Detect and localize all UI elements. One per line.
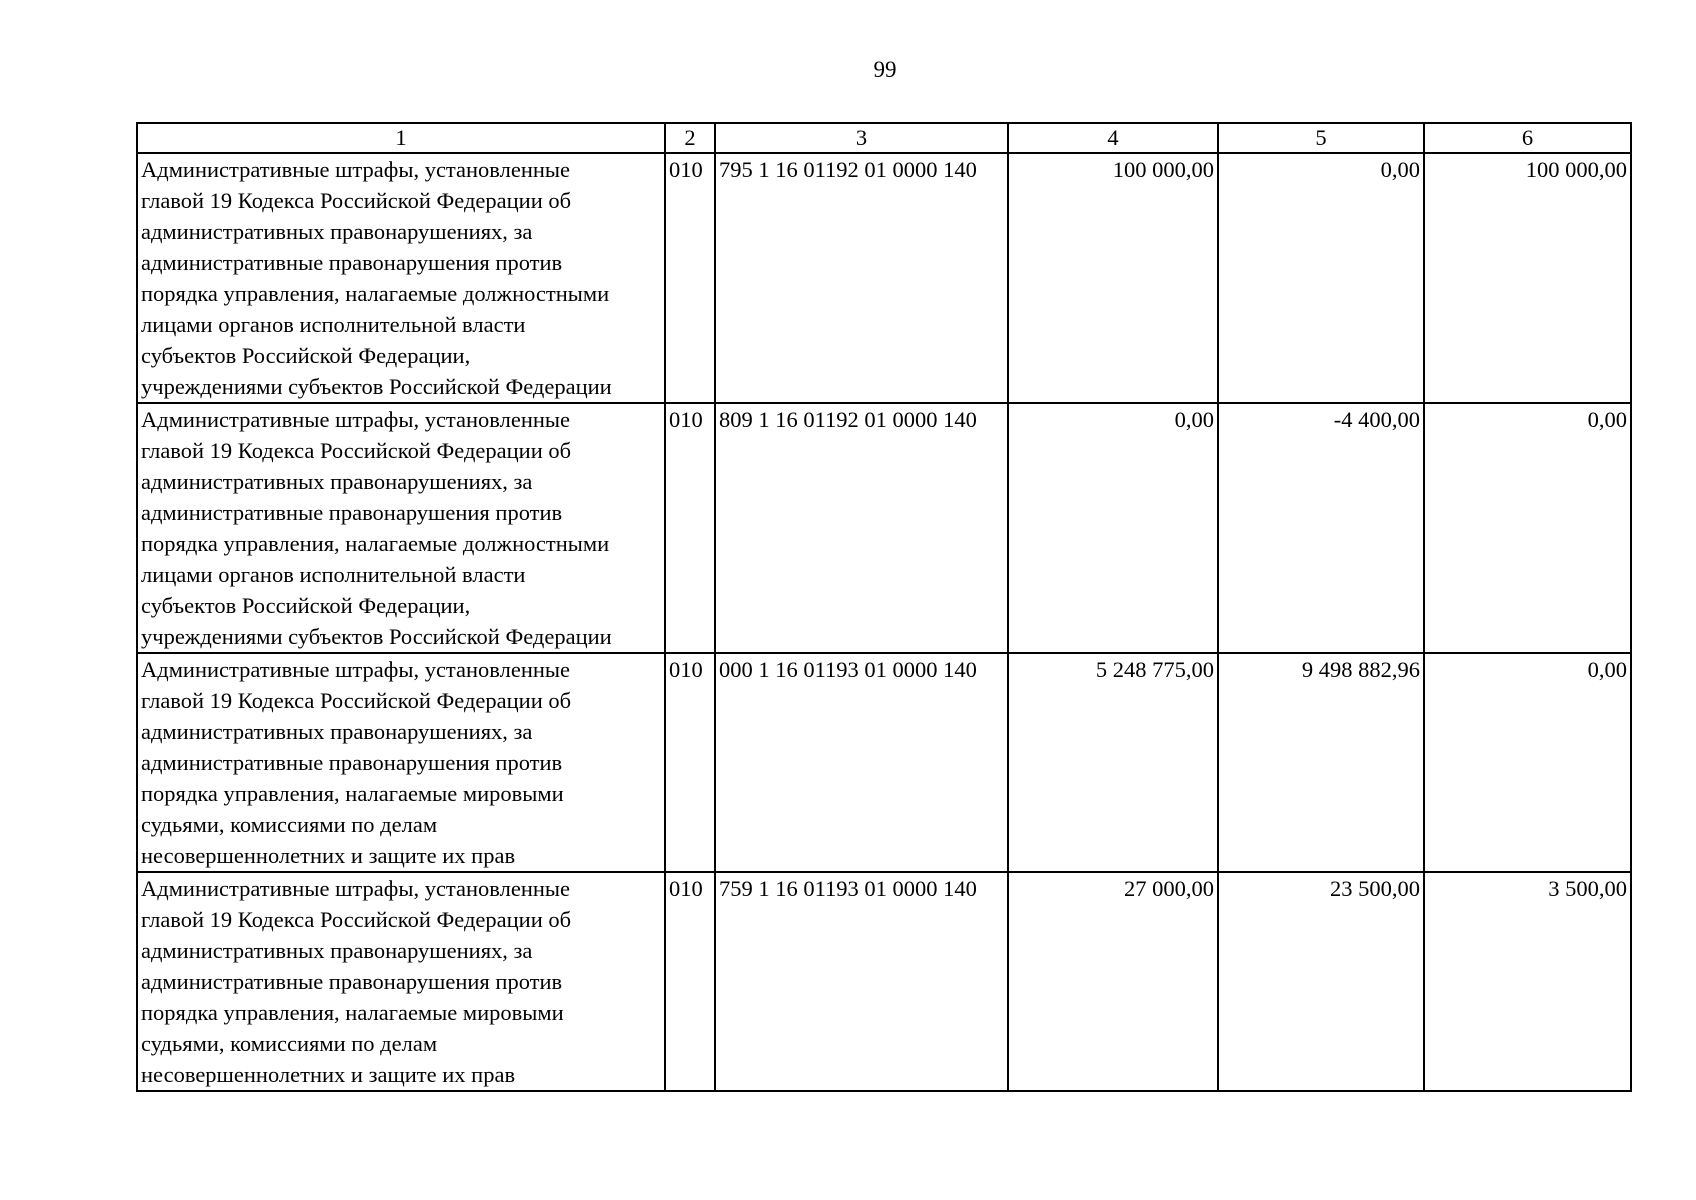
indicator-name-line: судьями, комиссиями по делам [141, 1031, 438, 1056]
column-header-5: 5 [1218, 123, 1424, 153]
amount-col5-cell: 23 500,00 [1218, 872, 1424, 1091]
amount-col5-cell: 9 498 882,96 [1218, 653, 1424, 872]
indicator-name-line: учреждениями субъектов Российской Федерации [141, 624, 612, 649]
indicator-name-line: судьями, комиссиями по делам [141, 812, 438, 837]
amount-col4-cell: 0,00 [1008, 403, 1218, 653]
indicator-name-line: главой 19 Кодекса Российской Федерации об [141, 438, 572, 463]
line-code-cell: 010 [665, 153, 715, 403]
indicator-name-line: административные правонарушения против [141, 500, 563, 525]
amount-col6-cell: 100 000,00 [1424, 153, 1631, 403]
column-header-6: 6 [1424, 123, 1631, 153]
income-report-table [136, 122, 1632, 1092]
amount-col6-cell: 0,00 [1424, 403, 1631, 653]
indicator-name-line: учреждениями субъектов Российской Федерации [141, 374, 612, 399]
column-header-3: 3 [715, 123, 1008, 153]
indicator-name-line: порядка управления, налагаемые должностными [141, 531, 610, 556]
indicator-name-line: порядка управления, налагаемые должностными [141, 281, 610, 306]
indicator-name-line: лицами органов исполнительной власти [141, 312, 526, 337]
indicator-name-line: субъектов Российской Федерации, [141, 593, 471, 618]
indicator-name-line: главой 19 Кодекса Российской Федерации об [141, 688, 572, 713]
indicator-name-line: административных правонарушениях, за [141, 719, 533, 744]
indicator-name-line: административные правонарушения против [141, 750, 563, 775]
indicator-name-line: порядка управления, налагаемые мировыми [141, 781, 564, 806]
indicator-name-line: субъектов Российской Федерации, [141, 343, 471, 368]
table-row [137, 403, 1631, 653]
amount-col4-cell: 5 248 775,00 [1008, 653, 1218, 872]
page-number: 99 [873, 57, 897, 82]
indicator-name-line: Административные штрафы, установленные [141, 657, 571, 682]
income-code-cell: 759 1 16 01193 01 0000 140 [715, 872, 1008, 1091]
indicator-name-line: административных правонарушениях, за [141, 469, 533, 494]
indicator-name-line: главой 19 Кодекса Российской Федерации об [141, 188, 572, 213]
indicator-name-cell [137, 153, 665, 403]
indicator-name-cell [137, 653, 665, 872]
indicator-name-line: Административные штрафы, установленные [141, 157, 571, 182]
indicator-name-line: несовершеннолетних и защите их прав [141, 1062, 516, 1087]
income-code-cell: 795 1 16 01192 01 0000 140 [715, 153, 1008, 403]
indicator-name-line: административные правонарушения против [141, 969, 563, 994]
table-row [137, 653, 1631, 872]
amount-col5-cell: 0,00 [1218, 153, 1424, 403]
column-header-2: 2 [665, 123, 715, 153]
indicator-name-line: административные правонарушения против [141, 250, 563, 275]
indicator-name-line: Административные штрафы, установленные [141, 876, 571, 901]
column-header-4: 4 [1008, 123, 1218, 153]
indicator-name-line: Административные штрафы, установленные [141, 407, 571, 432]
indicator-name-line: порядка управления, налагаемые мировыми [141, 1000, 564, 1025]
column-number-row [137, 123, 1631, 153]
indicator-name-line: несовершеннолетних и защите их прав [141, 843, 516, 868]
income-code-cell: 000 1 16 01193 01 0000 140 [715, 653, 1008, 872]
line-code-cell: 010 [665, 872, 715, 1091]
line-code-cell: 010 [665, 403, 715, 653]
indicator-name-line: административных правонарушениях, за [141, 938, 533, 963]
indicator-name-cell [137, 872, 665, 1091]
amount-col5-cell: -4 400,00 [1218, 403, 1424, 653]
indicator-name-cell [137, 403, 665, 653]
indicator-name-line: лицами органов исполнительной власти [141, 562, 526, 587]
amount-col4-cell: 100 000,00 [1008, 153, 1218, 403]
amount-col6-cell: 3 500,00 [1424, 872, 1631, 1091]
amount-col6-cell: 0,00 [1424, 653, 1631, 872]
indicator-name-line: административных правонарушениях, за [141, 219, 533, 244]
indicator-name-line: главой 19 Кодекса Российской Федерации об [141, 907, 572, 932]
table-row [137, 872, 1631, 1091]
table-row [137, 153, 1631, 403]
amount-col4-cell: 27 000,00 [1008, 872, 1218, 1091]
line-code-cell: 010 [665, 653, 715, 872]
column-header-1: 1 [137, 123, 665, 153]
income-code-cell: 809 1 16 01192 01 0000 140 [715, 403, 1008, 653]
